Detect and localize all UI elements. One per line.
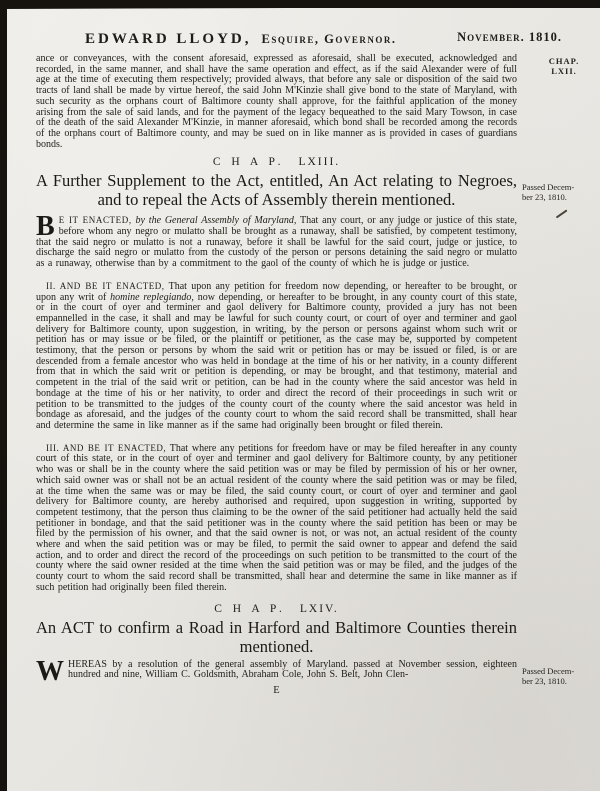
- section-3-lead: III. AND BE IT ENACTED,: [46, 442, 167, 453]
- chapter-word: C H A P.: [214, 602, 286, 615]
- chapter-word: C H A P.: [212, 156, 285, 169]
- printer-signature-mark: E: [273, 684, 280, 696]
- governor-title: Esquire, Governor.: [261, 32, 397, 46]
- section-2-text: now depending, or hereafter to be brought, in any county court of this state, or in the court of oyer and terminer and gaol delivery for Baltimore county, provided a jury has not been empannelled in the case, it shall and may be lawful for such county court, or court of oyer and terminer and gaol delivery for Baltimore county, upon suggestion, in writing, by the person or persons against whom such writ or petition has or may issue or be filed, or the plaintiff or petitioner, as the case may be, supported by competent testimony, that the person or persons by whom the said writ or petition has or may be issued or filed, is or are descended from a female ancestor who was held in bondage at the time of his or her nativity, in a county different from that in which the said writ or petition is depending, or may be brought, and that testimony, material and competent in the trial of the said writ or petition, can be had in the county where the said ancestor was held in bondage at the time of his or her nativity, to order and direct the record of their proceedings in such writ or petition to be transmitted to the judges of the county court of the county where the said ancestor was held in bondage as aforesaid, and the judges of the county court to whom the said record shall be transmitted, shall hear and determine the same in like manner as if the same had originally been brought or filed therein.: [36, 291, 517, 431]
- document-page: [7, 8, 600, 791]
- enacting-clause: E IT ENACTED,: [58, 215, 132, 226]
- scan-artifact-slash: [556, 209, 568, 218]
- margin-note-line: Passed Decem-: [522, 182, 575, 192]
- margin-note-line: ber 23, 1810.: [522, 675, 567, 686]
- running-head-title: [85, 30, 396, 48]
- margin-note-line: CHAP.: [548, 56, 580, 66]
- section-2-paragraph: [36, 281, 517, 432]
- whereas-text: HEREAS by a resolution of the general assembly of Maryland. passed at November session, eighteen hundred and nine, William C. Goldsmith, Abraham Cole, John S. Belt, John Clen-: [68, 658, 517, 681]
- chapter-number: LXIII.: [298, 156, 341, 169]
- margin-note-line: Passed Decem-: [522, 666, 575, 676]
- section-3-paragraph: [36, 443, 517, 594]
- chapter-number: LXIV.: [299, 602, 339, 615]
- act-title-63: A Further Supplement to the Act, entitled, An Act relating to Negroes, and to repeal the Acts of Assembly therein mentioned.: [36, 171, 517, 210]
- assembly-phrase: by the General Assembly of Maryland,: [135, 215, 297, 227]
- margin-note-passed-63: [522, 183, 584, 202]
- continuation-paragraph: ance or conveyances, with the consent aforesaid, expressed as aforesaid, shall be executed, acknowledged and recorded, in the same manner, and shall have the same operation and effect, as if the said Alexander were of full age at the time of executing them respectively; provided always, that before any sale or disposition of the said two tracts of land shall be made by virtue hereof, the said John M'Kinzie shall give bond to the state of Maryland, with such security as the orphans court of Baltimore county shall approve, for the faithful application of the money arising from the sale of said lands, and for the payment of the legacy bequeathed to the said Mary Towson, in case of the death of the said Alexander M'Kinzie, in manner aforesaid, which bond shall be recorded among the records of the orphans court of Baltimore county, and may be sued on in like manner as is provided in cases of guardians bonds.: [36, 53, 517, 150]
- margin-note-line: LXII.: [551, 65, 577, 76]
- whereas-paragraph: [36, 655, 517, 687]
- dropcap-w: W: [36, 655, 64, 687]
- section-2-text-pre: That upon any petition for freedom now depending, or hereafter to be brought, or upon any writ of: [36, 280, 518, 303]
- act-title-64: An ACT to confirm a Road in Harford and Baltimore Counties therein mentioned.: [36, 617, 517, 656]
- section-1-paragraph: [36, 211, 518, 270]
- section-2-lead: II. AND BE IT ENACTED,: [46, 280, 165, 291]
- chapter-64-heading: [36, 603, 517, 615]
- scan-edge-left: [0, 0, 7, 791]
- section-1-text: That any court, or any judge or justice of this state, before whom any negro or mulatto shall be brought as a runaway, shall be satisfied, by competent testimony, that the said negro or mulatto is not a runaway, before it shall be lawful for the said court, judge or justice, to discharge the said negro or mulatto from the custody of the person or persons detaining the said negro or mulatto as a runaway, otherwise than by a commitment to the gaol of the county of which he is judge or justice.: [36, 215, 518, 270]
- section-3-text: That where any petitions for freedom have or may be filed hereafter in any county court of this state, or in the court of oyer and terminer and gaol delivery for Baltimore county, by any petitioner who was or shall be in the county where the said petition was or may be filed by permission of his or her owner, which said owner was or shall not be an actual resident of the county where the said petition was or may be filed, at the time when the same was or may be filed, the said county court, or court of oyer and terminer and gaol delivery for Baltimore county, are hereby authorised and required, upon suggestion in writing, supported by competent testimony, that the person thus claiming to be the owner of the said petitioner had actually held the said petitioner in bondage, and that the said petitioner was in the county where the said petition has been or may be filed by the permission of his owner, and that the said owner is not, or was not, an actual resident of the county where and when the said petition was or may be filed, to permit the said owner to appear and defend the said action, and to order and direct the record of the proceedings on such petition to be transmitted to the court of the county where the said owner resided at the time when the said petition was or may be filed, and the judges of the county court to whom the said record shall be transmitted, shall hear and determine the same in like manner as if such petition had originally been filed therein.: [36, 442, 517, 593]
- running-head: [7, 30, 600, 50]
- chapter-63-heading: [36, 156, 517, 168]
- margin-note-passed-64: [522, 667, 584, 686]
- governor-name: EDWARD LLOYD,: [85, 31, 252, 47]
- text-column: [36, 54, 517, 696]
- margin-note-chapter-62: [533, 57, 595, 76]
- running-head-date: November. 1810.: [457, 30, 562, 44]
- latin-phrase: homine replegiando,: [110, 291, 194, 303]
- dropcap-b: B: [36, 211, 55, 243]
- margin-note-line: ber 23, 1810.: [522, 191, 567, 202]
